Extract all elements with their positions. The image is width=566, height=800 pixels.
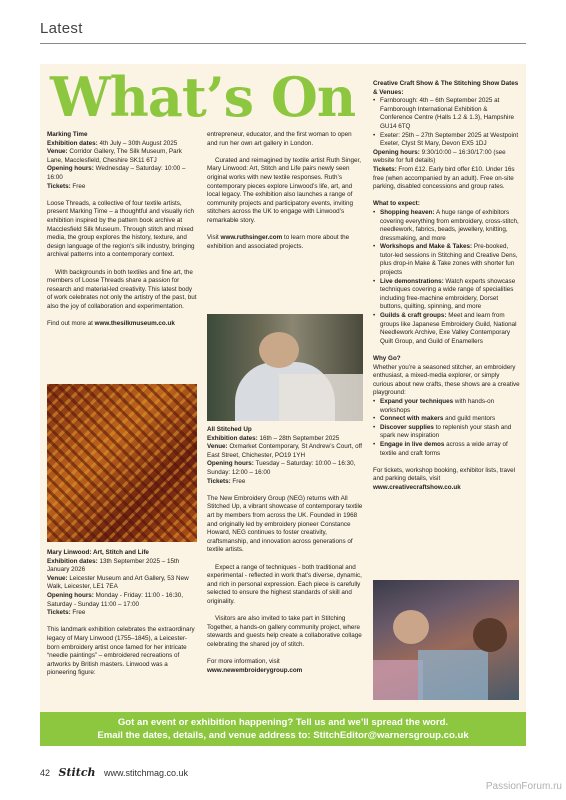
list-item [373, 243, 521, 277]
list-item-title: Discover supplies [380, 423, 434, 431]
page-footer [40, 766, 188, 779]
list-item-title: Shopping heaven: [380, 208, 435, 216]
header-divider [40, 43, 526, 44]
label-venue: Venue: [47, 148, 68, 156]
creative-craft-link[interactable]: www.creativecraftshow.co.uk [373, 483, 461, 491]
visit-rest: to learn more about the exhibition and associated projects. [207, 234, 350, 250]
footer-url[interactable]: www.stitchmag.co.uk [104, 768, 189, 778]
expect-list [373, 209, 521, 347]
label-tickets: Tickets: [47, 609, 71, 617]
venues-list [373, 97, 521, 149]
column-1-lower [47, 549, 197, 687]
event-hours: Wednesday – Saturday: 10:00 – 16:00 [47, 165, 186, 181]
list-item: • Farnborough: 4th – 6th September 2025 at Farnborough International Exhibition & Conference Centre (Halls 1.2 & 1.3), Hampshire GU14 6TQ [373, 97, 521, 131]
banner-line-2[interactable]: Email the dates, details, and venue address to: StitchEditor@warnersgroup.co.uk [97, 730, 469, 741]
photo-visitor-2 [473, 618, 507, 652]
banner-line-1: Got an event or exhibition happening? Tell us and we’ll spread the word. [117, 717, 449, 728]
expect-heading: What to expect: [373, 200, 420, 208]
list-item [373, 441, 521, 458]
list-item-title: Live demonstrations: [380, 277, 444, 285]
photo-figure-head [259, 332, 299, 368]
event-tickets: Free [230, 477, 246, 485]
label-tickets: Tickets: [373, 165, 397, 173]
paragraph: Loose Threads, a collective of four textile artists, present Marking Time – a thoughtful and visually rich exhibition inspired by the pattern book archive at Macclesfield Silk Museum. Through stitch and mixed media, the group explores the history, texture, and design language of the region’s silk industry, bringing archival patterns into a contemporary context. [47, 199, 195, 259]
photo-fabric-blue [418, 650, 488, 700]
event-title-marking-time: Marking Time [47, 131, 88, 138]
photo-textile [279, 374, 363, 421]
page-title: What’s On [50, 65, 356, 129]
event-venue: Oxmarket Contemporary, St Andrew’s Court, off East Street, Chichester, PO19 1YH [207, 443, 363, 459]
label-hours: Opening hours: [207, 460, 254, 468]
list-item-title: Connect with makers [380, 415, 444, 423]
list-item: • Exeter: 25th – 27th September 2025 at Westpoint Exeter, Clyst St Mary, Devon EX5 1DJ [373, 132, 521, 149]
label-dates: Exhibition dates: [47, 139, 98, 147]
event-title-mary-linwood: Mary Linwood: Art, Stitch and Life [47, 549, 149, 556]
event-dates: 13th September 2025 – 15th January 2026 [47, 557, 180, 574]
list-item [373, 209, 521, 243]
paragraph: This landmark exhibition celebrates the extraordinary legacy of Mary Linwood (1755–1845), a Leicester-born embroidery artist once famed for her intricate “needle paintings” – embroidered recreations of artworks by British masters. Linwood was a pioneering figure: [47, 626, 195, 677]
photo-man-stitching [207, 314, 363, 421]
tickets-text: For tickets, workshop booking, exhibitor lists, travel and parking details, visit [373, 466, 516, 483]
label-tickets: Tickets: [47, 182, 71, 190]
page-number: 42 [40, 768, 51, 778]
event-venue: Corridor Gallery, The Silk Museum, Park Lane, Macclesfield, Cheshire SK11 6TJ [47, 148, 182, 164]
label-hours: Opening hours: [373, 148, 420, 156]
event-hours: Monday - Friday: 11:00 - 16:30, Saturday - Sunday 11:00 – 17:00 [47, 591, 184, 608]
paragraph: The New Embroidery Group (NEG) returns with All Stitched Up, a vibrant showcase of contemporary textile art by members from across the UK. Founded in 1968 and originally led by embroidery pioneer Constance Howard, NEG continues to foster creativity, craftsmanship, and innovation across generations of textile artists. [207, 494, 363, 554]
list-item-title: Guilds & craft groups: [380, 312, 447, 320]
show-title: Creative Craft Show & The Stitching Show Dates & Venues: [373, 80, 519, 96]
textile-artwork-image [47, 384, 197, 542]
list-item-text: and guild mentors [443, 415, 496, 423]
watermark: PassionForum.ru [485, 781, 562, 792]
label-venue: Venue: [47, 574, 68, 582]
event-title-all-stitched-up: All Stitched Up [207, 426, 252, 433]
page-header [0, 0, 566, 45]
visit-text: Visit [207, 234, 221, 242]
label-tickets: Tickets: [207, 477, 231, 485]
list-item-title: Workshops and Make & Takes: [380, 243, 473, 251]
list-item-text: with hands-on workshops [380, 397, 495, 414]
why-list [373, 398, 521, 458]
list-item-title: Engage in live demos [380, 440, 445, 448]
paragraph: Visitors are also invited to take part in Stitching Together, a hands-on gallery community project, where stewards and guests help create a collaborative collage celebrating the shared joy of stitch. [207, 615, 362, 648]
list-item-text: to replenish your stash and spark new inspiration [380, 423, 512, 440]
list-item [373, 415, 521, 424]
event-dates: 4th July – 30th August 2025 [97, 139, 178, 147]
column-2 [207, 131, 363, 260]
more-text: Find out more at [47, 320, 95, 328]
submission-banner [40, 712, 526, 746]
list-item [373, 398, 521, 415]
event-dates: 16th – 28th September 2025 [257, 434, 340, 442]
column-1 [47, 131, 197, 337]
photo-craft-show-crowd [373, 580, 519, 700]
more-text: For more information, visit [207, 658, 280, 666]
paragraph: Curated and reimagined by textile artist Ruth Singer, Mary Linwood: Art, Stitch and Life pairs newly seen original works with new textile responses. Ruth’s contemporary pieces explore Linwood’s life, art, and local legacy. The exhibition also launches a range of community projects and participatory events, inviting stitchers across the UK to engage with Linwood’s remarkable story. [207, 156, 361, 224]
list-item-text: across a wide array of textile and craft forms [380, 440, 508, 457]
column-2-lower [207, 426, 363, 684]
list-item-title: Expand your techniques [380, 397, 454, 405]
brand-logo: Stitch [58, 766, 96, 779]
list-item-text: A huge range of exhibitors covering everything from embroidery, cross-stitch, needlework, fabrics, beads, jewellery, knitting, dressmaking, and more [380, 208, 519, 242]
silk-museum-link[interactable]: www.thesilkmuseum.co.uk [94, 320, 175, 328]
show-tickets: From £12. Early bird offer £10. Under 16s free (when accompanied by an adult). Free on-site parking, disabled concessions and group rates. [373, 165, 515, 191]
photo-fabric-pink [373, 660, 423, 700]
list-item [373, 424, 521, 441]
list-item [373, 278, 521, 312]
column-3 [373, 80, 521, 501]
label-hours: Opening hours: [47, 591, 94, 599]
paragraph: With backgrounds in both textiles and fine art, the members of Loose Threads share a passion for research and material-led creativity. This latest body of work celebrates not only the artistry of the past, but also the joy of collaboration and experimentation. [47, 268, 197, 310]
list-item-text: Pre-booked, tutor-led sessions in Stitching and Creative Dens, plus drop-in Make & Take zones with shorter fun projects [380, 243, 518, 277]
label-dates: Exhibition dates: [207, 434, 258, 442]
event-tickets: Free [70, 182, 86, 190]
label-hours: Opening hours: [47, 165, 94, 173]
list-item-text: Watch experts showcase techniques covering a wide range of specialities including free-machine embroidery, Dorset buttons, quilting, spinning, and more [380, 277, 516, 311]
neg-link[interactable]: www.newembroiderygroup.com [207, 666, 303, 674]
label-venue: Venue: [207, 443, 228, 451]
list-item-text: Meet and learn from groups like Japanese Embroidery Guild, National Needlework Archive, Exe Valley Contemporary Quilt Group, and Guild of Enamellers [380, 312, 517, 345]
why-heading: Why Go? [373, 355, 401, 362]
paragraph: Expect a range of techniques - both traditional and experimental - reflected in work that’s diverse, dynamic, and rich in personal expression. Each piece is carefully selected to ensure the highest standards of skill and originality. [207, 563, 362, 605]
label-dates: Exhibition dates: [47, 557, 98, 565]
list-item [373, 312, 521, 346]
paragraph: Whether you’re a seasoned stitcher, an embroidery enthusiast, a mixed-media explorer, or simply curious about new crafts, these shows are a creative playground: [373, 363, 520, 397]
ruth-singer-link[interactable]: www.ruthsinger.com [220, 234, 283, 242]
event-venue: Leicester Museum and Art Gallery, 53 New Walk, Leicester, LE1 7EA [47, 574, 189, 591]
show-hours: 9:30/10:00 – 16:30/17:00 (see website for full details) [373, 148, 506, 165]
section-label: Latest [40, 20, 83, 37]
event-tickets: Free [70, 609, 86, 617]
event-hours: Tuesday – Saturday: 10:00 – 16:30, Sunday: 12:00 – 16:00 [207, 460, 356, 476]
paragraph: entrepreneur, educator, and the first woman to open and run her own art gallery in London. [207, 131, 352, 147]
photo-visitor-1 [393, 610, 429, 644]
